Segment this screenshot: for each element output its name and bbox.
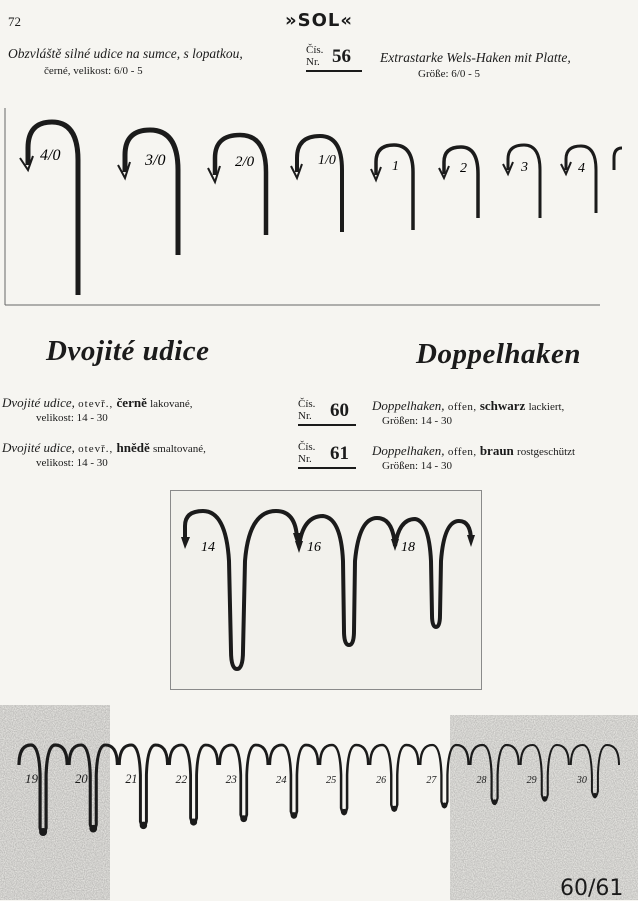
item61-cz-d: smaltované, (153, 443, 206, 455)
item56-number-box (306, 44, 362, 74)
small-double-label: 23 (225, 774, 237, 786)
cis-label: Čís. (298, 441, 316, 453)
item60-de-b: offen, (447, 401, 477, 413)
nr-label: Nr. (306, 56, 320, 68)
small-double-label: 20 (75, 772, 88, 786)
hook-4 (561, 146, 596, 213)
hook-eye (341, 809, 347, 815)
hook-eye (542, 796, 547, 801)
item56-cz-sub: černé, velikost: 6/0 - 5 (44, 65, 143, 77)
hook-eye (391, 806, 397, 812)
small-double-label: 26 (376, 775, 387, 786)
nr-label: Nr. (298, 453, 312, 465)
item61-de-a: Doppelhaken, (372, 443, 445, 458)
item60-cz-c: černě (116, 395, 147, 410)
hook-label-1-0: 1/0 (318, 153, 336, 168)
item61-de-line (372, 443, 575, 459)
hook-eye (190, 818, 197, 825)
item60-cz-b: otevř., (78, 398, 114, 410)
hook-eye (592, 793, 597, 798)
item60-cz-sub: velikost: 14 - 30 (36, 412, 108, 424)
hook-label-1: 1 (392, 159, 399, 174)
item61-de-d: rostgeschützt (517, 446, 576, 458)
hook-label-3-0: 3/0 (145, 152, 166, 169)
heading-cz: Dvojité udice (46, 335, 210, 367)
item60-de-c: schwarz (479, 398, 526, 413)
hook-label-3: 3 (521, 160, 528, 175)
item61-cz-line (2, 440, 206, 456)
small-double-label: 28 (476, 775, 487, 786)
double-hooks-photo (170, 490, 482, 690)
item61-de-c: braun (479, 443, 514, 458)
item60-de-a: Doppelhaken, (372, 398, 445, 413)
page-number: 72 (8, 14, 21, 29)
hook-1 (371, 145, 413, 230)
hook-3-0 (118, 130, 178, 255)
double-label-14: 14 (201, 540, 215, 555)
hook-3 (503, 145, 540, 218)
hook-label-4: 4 (578, 161, 585, 176)
brand-title: »SOL« (285, 10, 353, 31)
heading-de: Doppelhaken (416, 338, 581, 370)
footer-number: 60/61 (560, 876, 624, 901)
small-double-label: 29 (526, 775, 537, 786)
small-double-label: 25 (326, 775, 337, 786)
item61-cz-c: hnědě (116, 440, 150, 455)
item56-cz-title: Obzvláště silné udice na sumce, s lopatkou, (8, 46, 243, 61)
nr-label: Nr. (298, 410, 312, 422)
item61-number-box (298, 441, 356, 471)
hook-label-2: 2 (460, 161, 467, 176)
hook-2 (439, 147, 478, 218)
item61-de-sub: Größen: 14 - 30 (382, 460, 452, 472)
hook-2-0 (208, 135, 266, 235)
item56-de-sub: Größe: 6/0 - 5 (418, 68, 481, 80)
hook-eye (89, 825, 97, 833)
small-double-hook (119, 745, 167, 827)
item60-cz-d: lakované, (150, 398, 193, 410)
item60-cz-a: Dvojité udice, (2, 395, 75, 410)
hook-5-partial (614, 148, 622, 170)
hook-eye (291, 812, 298, 819)
item60-number-box (298, 398, 356, 428)
item61-de-b: offen, (447, 446, 477, 458)
hook-label-2-0: 2/0 (235, 154, 255, 170)
small-double-label: 27 (426, 775, 437, 786)
single-hooks-illustration (0, 100, 638, 310)
double-hook-16 (299, 516, 395, 645)
hook-1-0 (291, 136, 342, 232)
small-double-label: 30 (576, 775, 587, 786)
item61-cz-b: otevř., (78, 443, 114, 455)
cis-label: Čís. (298, 398, 316, 410)
double-label-18: 18 (401, 540, 415, 555)
small-double-label: 24 (275, 774, 287, 786)
small-double-label: 19 (25, 771, 39, 786)
hook-eye (39, 828, 47, 836)
hook-eye (140, 822, 147, 829)
double-hook-14 (185, 511, 297, 669)
small-double-label: 22 (175, 773, 188, 786)
small-double-hooks-strip (0, 705, 638, 900)
hook-eye (240, 815, 247, 822)
item60-de-sub: Größen: 14 - 30 (382, 415, 452, 427)
item60-de-line (372, 398, 564, 414)
hook-eye (492, 799, 497, 804)
hook-label-4-0: 4/0 (40, 147, 61, 164)
item60-number: 60 (330, 400, 349, 421)
double-hook-18 (395, 519, 471, 627)
item61-cz-sub: velikost: 14 - 30 (36, 457, 108, 469)
item56-number: 56 (332, 46, 351, 67)
item56-de-title: Extrastarke Wels-Haken mit Platte, (380, 50, 571, 65)
item60-de-d: lackiert, (528, 401, 565, 413)
item61-cz-a: Dvojité udice, (2, 440, 75, 455)
item60-cz-line (2, 395, 193, 411)
double-label-16: 16 (307, 540, 321, 555)
cis-label: Čís. (306, 44, 324, 56)
hook-eye (442, 803, 448, 809)
item61-number: 61 (330, 443, 349, 464)
small-double-label: 21 (125, 772, 138, 786)
